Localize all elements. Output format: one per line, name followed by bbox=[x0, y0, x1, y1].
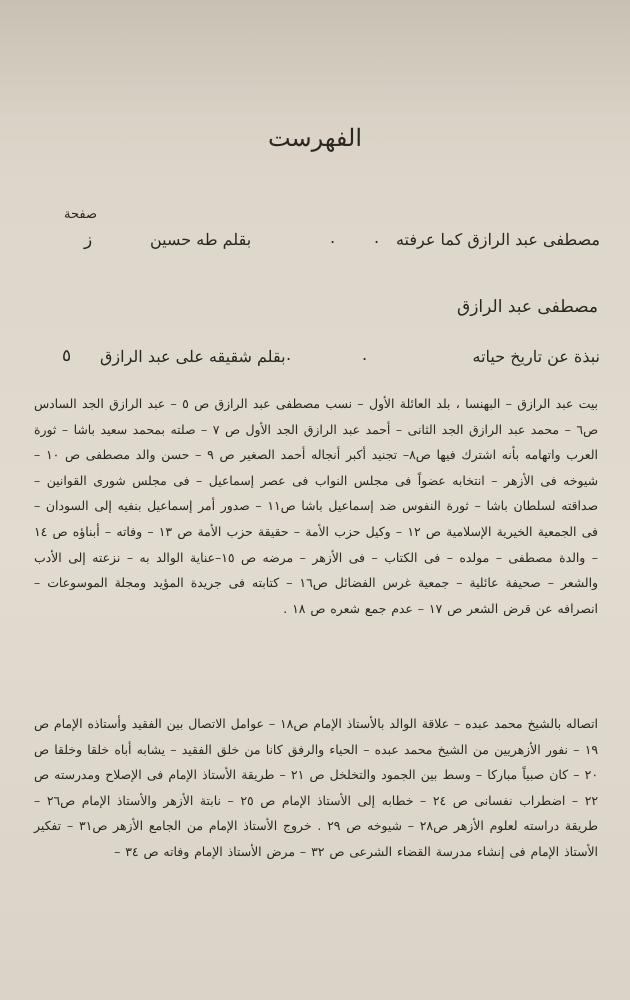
entry-title: نبذة عن تاريخ حياته bbox=[472, 347, 600, 366]
entry-page-number: ز bbox=[84, 230, 93, 250]
section-heading: مصطفى عبد الرازق bbox=[457, 297, 598, 317]
entry-title: مصطفى عبد الرازق كما عرفته bbox=[395, 230, 600, 249]
entry-author: بقلم طه حسين bbox=[150, 230, 252, 249]
leader-dot: . bbox=[286, 345, 292, 364]
leader-dot: . bbox=[362, 345, 368, 364]
contents-paragraph: بيت عبد الرازق – البهنسا ، بلد العائلة الأول – نسب مصطفى عبد الرازق ص ٥ – عبد الرازق الجد السادس ص٦ – محمد عبد الرازق الجد الثانى – أحمد عبد الرازق الجد الأول ص ٧ – صلته بمحمد سعيد باشا – ثورة العرب واتهامه بأنه اشترك فيها ص٨– تجنيد أكبر أنجاله أحمد الصغير ص ٩ – حسن والد مصطفى ص ١٠ – شيوخه فى الأزهر – انتخابه عضواً فى مجلس النواب فى عصر إسماعيل – فى مجلس شورى القوانين – صداقته لسلطان باشا – ثورة النفوس ضد إسماعيل باشا ص١١ – صدور أمر إسماعيل بنفيه إلى السودان – فى الجمعية الخيرية الإسلامية ص ١٢ – وكيل حزب الأمة – حقيقة حزب الأمة ص ١٣ – وفاته – أبناؤه ص ١٤ – والدة مصطفى – مولده – فى الكتاب – فى الأزهر – مرضه ص ١٥–عناية الوالد به – نزعته إلى الأدب والشعر – صحيفة عائلية – جمعية غرس الفضائل ص١٦ – كتابته فى جريدة المؤيد ومجلة الموسوعات – انصرافه عن قرض الشعر ص ١٧ – عدم جمع شعره ص ١٨ . bbox=[34, 396, 599, 616]
index-title: الفهرست bbox=[267, 124, 363, 152]
leader-dot: . bbox=[330, 228, 336, 247]
contents-paragraph: اتصاله بالشيخ محمد عبده – علاقة الوالد بالأستاذ الإمام ص١٨ – عوامل الاتصال بين الفقيد وأستاذه الإمام ص ١٩ – نفور الأزهريين من الشيخ محمد عبده – الحياء والرفق كانا من خلق الفقيد – يشابه أباه خلقا وخلقا ص ٢٠ – كان صبياً مباركا – وسط بين الجمود والتخلخل ص ٢١ – طريقة الأستاذ الإمام فى الإصلاح ومدرسته ص ٢٢ – اضطراب نفسانى ص ٢٤ – خطابه إلى الأستاذ الإمام ص ٢٥ – نابتة الأزهر والأستاذ الإمام ص٢٦ – طريقة دراسته لعلوم الأزهر ص٢٨ – شيوخه ص ٢٩ . خروج الأستاذ الإمام من الجامع الأزهر ص٣١ – تفكير الأستاذ الإمام فى إنشاء مدرسة القضاء الشرعى ص ٣٢ – مرض الأستاذ الإمام وفاته ص ٣٤ – bbox=[34, 716, 599, 859]
bleed-through-shadow bbox=[0, 0, 630, 120]
leader-dot: . bbox=[374, 228, 380, 247]
entry-author: بقلم شقيقه على عبد الرازق bbox=[100, 347, 286, 366]
page-column-label: صفحة bbox=[64, 207, 97, 222]
entry-page-number: ٥ bbox=[62, 346, 72, 366]
